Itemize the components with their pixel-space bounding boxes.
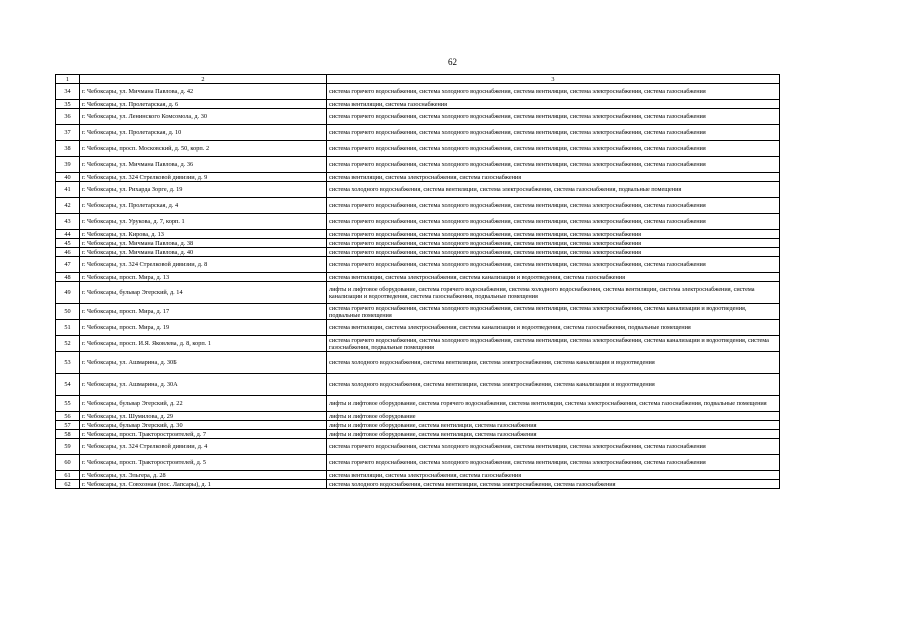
systems-cell: система горячего водоснабжения, система холодного водоснабжения, система вентиляции, система электроснабжения [327,239,780,248]
address-cell: г. Чебоксары, ул. Пролетарская, д. 6 [80,100,327,109]
table-row [56,273,780,282]
systems-cell: система холодного водоснабжения, система вентиляции, система электроснабжения, система канализации и водоотведения [327,374,780,396]
row-number-cell: 35 [56,100,80,109]
table-row [56,304,780,320]
address-cell: г. Чебоксары, бульвар Эгерский, д. 30 [80,421,327,430]
address-cell: г. Чебоксары, ул. Пролетарская, д. 10 [80,125,327,141]
row-number-cell: 54 [56,374,80,396]
table-row [56,352,780,374]
table-row [56,471,780,480]
table-row [56,455,780,471]
header-cell-1: 1 [56,75,80,84]
row-number-cell: 53 [56,352,80,374]
address-cell: г. Чебоксары, ул. Совхозная (пос. Лапсары), д. 1 [80,480,327,489]
systems-cell: система горячего водоснабжения, система холодного водоснабжения, система вентиляции, система электроснабжения, система газоснабжения [327,84,780,100]
systems-cell: лифты и лифтовое оборудование, система горячего водоснабжения, система вентиляции, система электроснабжения, система газоснабжения, подвальные помещения [327,396,780,412]
systems-cell: система холодного водоснабжения, система вентиляции, система электроснабжения, система канализации и водоотведения [327,352,780,374]
systems-cell: система горячего водоснабжения, система холодного водоснабжения, система вентиляции, система электроснабжения, система газоснабжения [327,439,780,455]
address-cell: г. Чебоксары, ул. Ленинского Комсомола, д. 30 [80,109,327,125]
systems-cell: лифты и лифтовое оборудование, система вентиляции, система газоснабжения [327,421,780,430]
address-cell: г. Чебоксары, ул. Ашмарина, д. 30А [80,374,327,396]
systems-cell: лифты и лифтовое оборудование [327,412,780,421]
row-number-cell: 60 [56,455,80,471]
address-cell: г. Чебоксары, просп. Московский, д. 50, корп. 2 [80,141,327,157]
systems-cell: система вентиляции, система электроснабжения, система газоснабжения [327,471,780,480]
row-number-cell: 59 [56,439,80,455]
systems-cell: система вентиляции, система электроснабжения, система газоснабжения [327,173,780,182]
row-number-cell: 49 [56,282,80,304]
row-number-cell: 39 [56,157,80,173]
table-body [56,75,780,489]
address-cell: г. Чебоксары, ул. 324 Стрелковой дивизии, д. 9 [80,173,327,182]
row-number-cell: 58 [56,430,80,439]
row-number-cell: 52 [56,336,80,352]
row-number-cell: 47 [56,257,80,273]
table-row [56,412,780,421]
row-number-cell: 44 [56,230,80,239]
row-number-cell: 38 [56,141,80,157]
table-row [56,336,780,352]
table-row [56,480,780,489]
row-number-cell: 46 [56,248,80,257]
systems-table [55,74,780,489]
row-number-cell: 45 [56,239,80,248]
table-row [56,248,780,257]
page-number: 62 [448,57,457,67]
row-number-cell: 62 [56,480,80,489]
address-cell: г. Чебоксары, ул. Ашмарина, д. 30Б [80,352,327,374]
table-row [56,182,780,198]
row-number-cell: 41 [56,182,80,198]
systems-cell: система горячего водоснабжения, система холодного водоснабжения, система вентиляции, система электроснабжения, система газоснабжения [327,141,780,157]
row-number-cell: 57 [56,421,80,430]
table-row [56,439,780,455]
address-cell: г. Чебоксары, бульвар Эгерский, д. 14 [80,282,327,304]
address-cell: г. Чебоксары, ул. Эльгера, д. 28 [80,471,327,480]
systems-cell: система горячего водоснабжения, система холодного водоснабжения, система вентиляции, система электроснабжения, система газоснабжения [327,157,780,173]
systems-cell: система горячего водоснабжения, система холодного водоснабжения, система вентиляции, система электроснабжения, система газоснабжения [327,455,780,471]
row-number-cell: 61 [56,471,80,480]
systems-cell: система горячего водоснабжения, система холодного водоснабжения, система вентиляции, система электроснабжения, система газоснабжения [327,198,780,214]
systems-cell: система горячего водоснабжения, система холодного водоснабжения, система вентиляции, система электроснабжения, система газоснабжения [327,125,780,141]
address-cell: г. Чебоксары, ул. 324 Стрелковой дивизии, д. 8 [80,257,327,273]
address-cell: г. Чебоксары, ул. Пролетарская, д. 4 [80,198,327,214]
address-cell: г. Чебоксары, ул. Мичмана Павлова, д. 36 [80,157,327,173]
table-row [56,173,780,182]
table-row [56,84,780,100]
systems-cell: система холодного водоснабжения, система вентиляции, система электроснабжения, система газоснабжения [327,480,780,489]
header-cell-3: 3 [327,75,780,84]
row-number-cell: 51 [56,320,80,336]
table-row [56,230,780,239]
address-cell: г. Чебоксары, просп. Мира, д. 17 [80,304,327,320]
row-number-cell: 37 [56,125,80,141]
table-row [56,157,780,173]
table-header-row [56,75,780,84]
address-cell: г. Чебоксары, ул. Урукова, д. 7, корп. 1 [80,214,327,230]
address-cell: г. Чебоксары, ул. Мичмана Павлова, д. 38 [80,239,327,248]
table-row [56,100,780,109]
address-cell: г. Чебоксары, ул. Мичмана Павлова, д. 40 [80,248,327,257]
row-number-cell: 56 [56,412,80,421]
systems-cell: система холодного водоснабжения, система вентиляции, система электроснабжения, система газоснабжения, подвальные помещения [327,182,780,198]
systems-cell: система горячего водоснабжения, система холодного водоснабжения, система вентиляции, система электроснабжения, система газоснабжения [327,257,780,273]
address-cell: г. Чебоксары, ул. 324 Стрелковой дивизии, д. 4 [80,439,327,455]
systems-cell: система горячего водоснабжения, система холодного водоснабжения, система вентиляции, система электроснабжения [327,248,780,257]
systems-cell: система горячего водоснабжения, система холодного водоснабжения, система вентиляции, система электроснабжения, система канализации и водоотведения, система газоснабжения, подвальные помещения [327,336,780,352]
table-row [56,396,780,412]
address-cell: г. Чебоксары, бульвар Эгерский, д. 22 [80,396,327,412]
row-number-cell: 48 [56,273,80,282]
systems-cell: система горячего водоснабжения, система холодного водоснабжения, система вентиляции, система электроснабжения, система газоснабжения [327,109,780,125]
address-cell: г. Чебоксары, ул. Шумилова, д. 29 [80,412,327,421]
table-row [56,430,780,439]
systems-cell: система горячего водоснабжения, система холодного водоснабжения, система вентиляции, система электроснабжения [327,230,780,239]
address-cell: г. Чебоксары, просп. Тракторостроителей, д. 7 [80,430,327,439]
address-cell: г. Чебоксары, просп. Мира, д. 13 [80,273,327,282]
row-number-cell: 34 [56,84,80,100]
row-number-cell: 43 [56,214,80,230]
address-cell: г. Чебоксары, ул. Кирова, д. 13 [80,230,327,239]
address-cell: г. Чебоксары, просп. Мира, д. 19 [80,320,327,336]
systems-cell: лифты и лифтовое оборудование, система горячего водоснабжения, система холодного водоснабжения, система вентиляции, система электроснабжения, система канализации и водоотведения, система газоснабжения, подвальные помещения [327,282,780,304]
address-cell: г. Чебоксары, ул. Рихарда Зорге, д. 19 [80,182,327,198]
row-number-cell: 42 [56,198,80,214]
table-row [56,141,780,157]
table-row [56,198,780,214]
header-cell-2: 2 [80,75,327,84]
table-row [56,257,780,273]
systems-cell: система вентиляции, система газоснабжения [327,100,780,109]
systems-cell: лифты и лифтовое оборудование, система вентиляции, система газоснабжения [327,430,780,439]
systems-cell: система горячего водоснабжения, система холодного водоснабжения, система вентиляции, система электроснабжения, система газоснабжения [327,214,780,230]
address-cell: г. Чебоксары, просп. И.Я. Яковлева, д. 8, корп. 1 [80,336,327,352]
table-row [56,320,780,336]
row-number-cell: 40 [56,173,80,182]
systems-cell: система вентиляции, система электроснабжения, система канализации и водоотведения, система газоснабжения [327,273,780,282]
address-cell: г. Чебоксары, ул. Мичмана Павлова, д. 42 [80,84,327,100]
row-number-cell: 55 [56,396,80,412]
table-row [56,282,780,304]
systems-cell: система вентиляции, система электроснабжения, система канализации и водоотведения, система газоснабжения, подвальные помещения [327,320,780,336]
table-row [56,239,780,248]
row-number-cell: 36 [56,109,80,125]
table-row [56,421,780,430]
systems-cell: система горячего водоснабжения, система холодного водоснабжения, система вентиляции, система электроснабжения, система канализации и водоотведения, подвальные помещения [327,304,780,320]
table-row [56,109,780,125]
table-row [56,214,780,230]
row-number-cell: 50 [56,304,80,320]
table-row [56,374,780,396]
address-cell: г. Чебоксары, просп. Тракторостроителей, д. 5 [80,455,327,471]
table-row [56,125,780,141]
